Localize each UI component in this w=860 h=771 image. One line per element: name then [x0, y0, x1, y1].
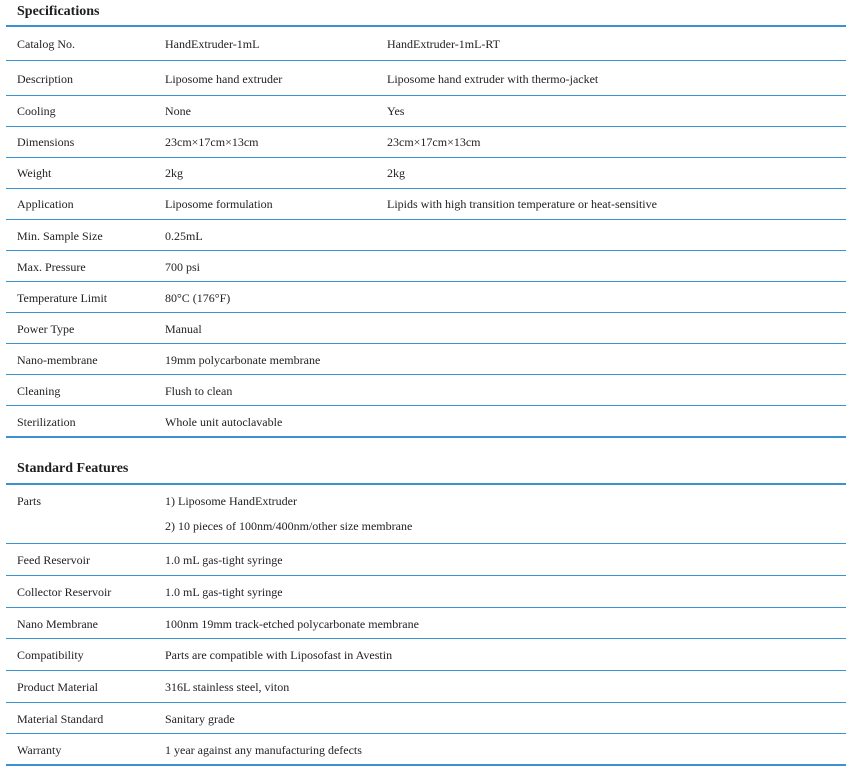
row-value-1: 700 psi: [165, 260, 201, 274]
row-value-1: Manual: [165, 322, 202, 336]
row-value-1: 0.25mL: [165, 229, 203, 243]
standard-features-title: Standard Features: [17, 461, 129, 476]
row-value-1: HandExtruder-1mL: [165, 37, 260, 51]
row-value-1: 1.0 mL gas-tight syringe: [165, 553, 283, 567]
row-value-1: Parts are compatible with Liposofast in Avestin: [165, 648, 393, 662]
row-value-1: 1 year against any manufacturing defects: [165, 743, 362, 757]
row-label: Nano Membrane: [17, 617, 98, 631]
table-row: [6, 282, 846, 313]
row-label: Compatibility: [17, 648, 84, 662]
table-row: [6, 639, 846, 671]
row-label: Max. Pressure: [17, 260, 86, 274]
row-label: Nano-membrane: [17, 353, 98, 367]
standard-features-table: [6, 485, 846, 766]
table-row: [6, 406, 846, 438]
table-row: [6, 158, 846, 189]
row-value-1: 1.0 mL gas-tight syringe: [165, 585, 283, 599]
row-label: Description: [17, 72, 73, 86]
table-row: [6, 544, 846, 576]
specifications-title: Specifications: [17, 4, 100, 19]
row-value-1: Whole unit autoclavable: [165, 415, 283, 429]
row-label: Temperature Limit: [17, 291, 108, 305]
row-value-1: Flush to clean: [165, 384, 233, 398]
row-value-1: 100nm 19mm track-etched polycarbonate membrane: [165, 617, 419, 631]
parts-line-1: 1) Liposome HandExtruder: [165, 494, 297, 508]
table-row: [6, 703, 846, 734]
row-value-1: Liposome formulation: [165, 197, 273, 211]
row-label: Material Standard: [17, 712, 104, 726]
row-value-2: Liposome hand extruder with thermo-jacket: [387, 72, 599, 86]
parts-line-2: 2) 10 pieces of 100nm/400nm/other size membrane: [165, 519, 413, 533]
table-row: [6, 251, 846, 282]
row-label: Dimensions: [17, 135, 75, 149]
row-label: Product Material: [17, 680, 98, 694]
row-label: Sterilization: [17, 415, 76, 429]
row-label: Cooling: [17, 104, 56, 118]
table-row: [6, 576, 846, 608]
table-row: [6, 220, 846, 251]
row-value-2: 23cm×17cm×13cm: [387, 135, 481, 149]
row-label: Power Type: [17, 322, 75, 336]
specifications-table: [6, 27, 846, 438]
table-row: [6, 96, 846, 127]
table-row: [6, 127, 846, 158]
row-label: Cleaning: [17, 384, 61, 398]
row-value-2: 2kg: [387, 166, 405, 180]
row-value-2: Lipids with high transition temperature or heat-sensitive: [387, 197, 657, 211]
row-label: Min. Sample Size: [17, 229, 103, 243]
row-value-1: 19mm polycarbonate membrane: [165, 353, 321, 367]
table-row: [6, 344, 846, 375]
table-row: [6, 375, 846, 406]
row-value-1: Sanitary grade: [165, 712, 235, 726]
table-row: [6, 608, 846, 639]
table-row: [6, 671, 846, 703]
row-value-2: HandExtruder-1mL-RT: [387, 37, 501, 51]
table-row: [6, 27, 846, 61]
row-value-2: Yes: [387, 104, 405, 118]
row-label: Collector Reservoir: [17, 585, 112, 599]
table-row: [6, 734, 846, 766]
row-value-1: Liposome hand extruder: [165, 72, 283, 86]
table-row: [6, 485, 846, 544]
row-value-1: 23cm×17cm×13cm: [165, 135, 259, 149]
table-row: [6, 61, 846, 96]
table-row: [6, 313, 846, 344]
row-value-1: 316L stainless steel, viton: [165, 680, 290, 694]
row-label: Catalog No.: [17, 37, 75, 51]
table-row: [6, 189, 846, 220]
row-label: Parts: [17, 494, 41, 508]
row-label: Weight: [17, 166, 52, 180]
row-label: Application: [17, 197, 74, 211]
row-value-1: 2kg: [165, 166, 183, 180]
row-value-1: None: [165, 104, 191, 118]
row-label: Warranty: [17, 743, 62, 757]
row-label: Feed Reservoir: [17, 553, 90, 567]
row-value-1: 80°C (176°F): [165, 291, 231, 305]
